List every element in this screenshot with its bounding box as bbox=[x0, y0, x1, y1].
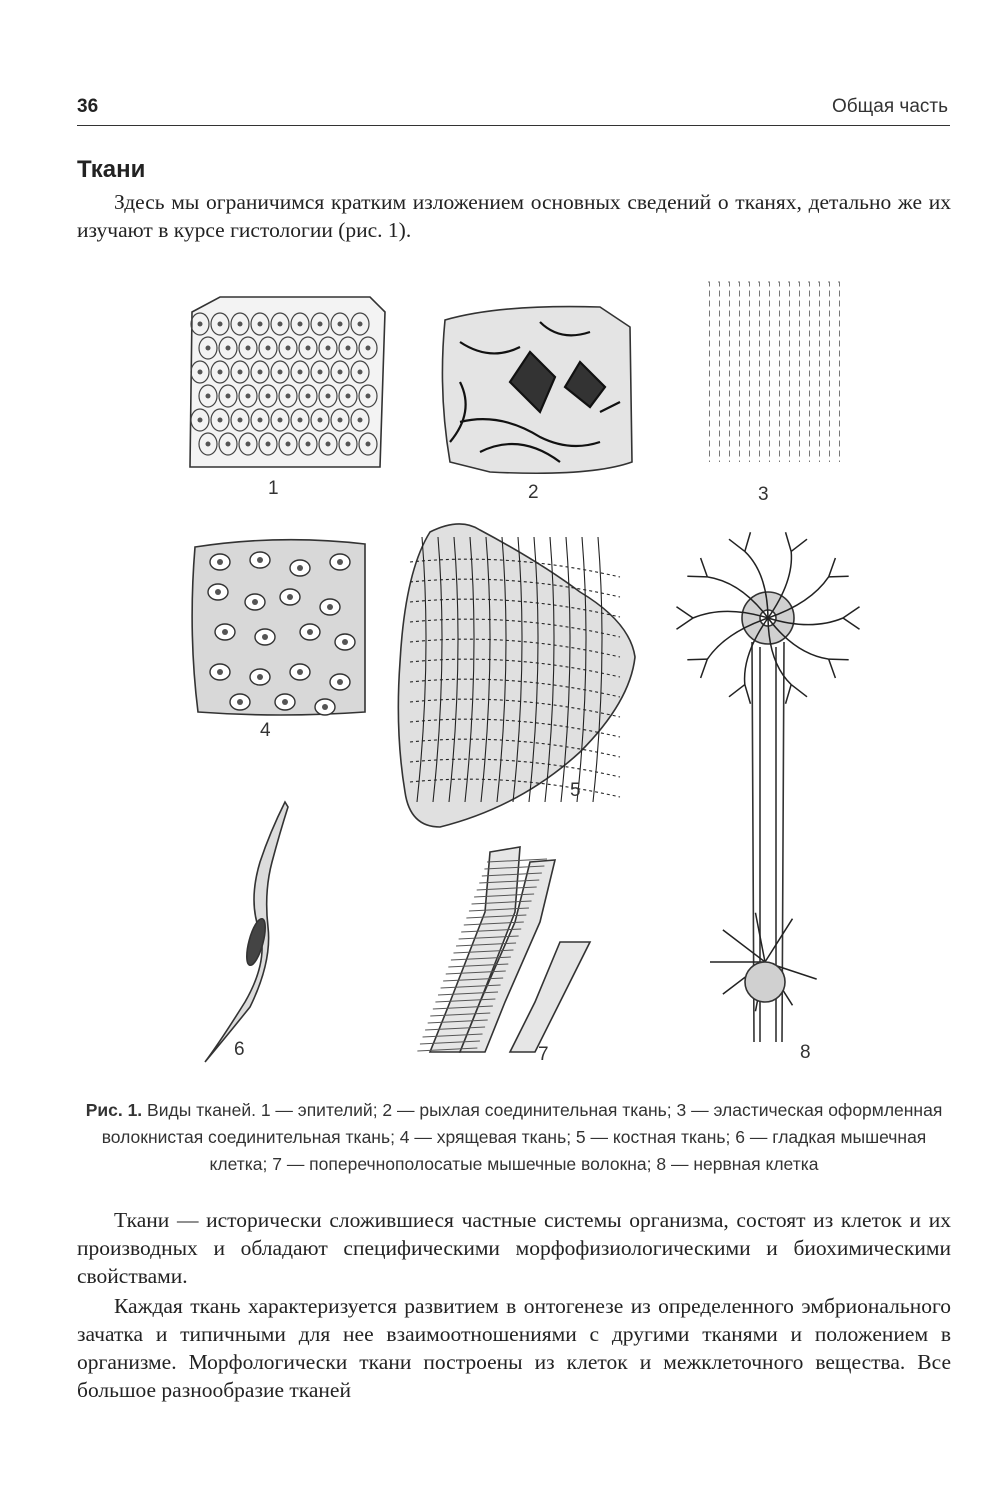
figure-caption bbox=[77, 1097, 951, 1178]
panel-number-4: 4 bbox=[260, 720, 271, 741]
bone-illustration bbox=[398, 524, 635, 827]
loose-connective-tissue-illustration bbox=[442, 307, 632, 474]
panel-number-8: 8 bbox=[800, 1042, 811, 1063]
tissue-figure bbox=[160, 262, 960, 1072]
striated-muscle-fibers-illustration bbox=[417, 847, 590, 1052]
caption-text: Виды тканей. 1 — эпителий; 2 — рыхлая соединительная ткань; 3 — эластическая оформленная волокнистая соединительная ткань; 4 — хрящевая ткань; 5 — костная ткань; 6 — гладкая мышечная клетка; 7 — поперечнополосатые мышечные волокна; 8 — нервная клетка bbox=[101, 1100, 943, 1174]
section-title: Ткани bbox=[77, 156, 146, 183]
running-title: Общая часть bbox=[832, 96, 948, 117]
caption-label: Рис. 1. bbox=[85, 1100, 143, 1120]
tissue-illustrations bbox=[160, 262, 960, 1072]
cartilage-illustration bbox=[192, 540, 365, 715]
panel-number-2: 2 bbox=[528, 482, 539, 503]
header-rule bbox=[77, 125, 950, 126]
page-number: 36 bbox=[77, 96, 99, 117]
panel-number-6: 6 bbox=[234, 1039, 245, 1060]
body-paragraph-2: Каждая ткань характеризуется развитием в онтогенезе из определенного эмбрионального зачатка и типичными для нее взаимоотношениями с другими тканями и положением в организме. Морфологически ткани построены из клеток и межклеточного вещества. Все большое разнообразие тканей bbox=[77, 1294, 951, 1402]
panel-number-3: 3 bbox=[758, 484, 769, 505]
panel-number-1: 1 bbox=[268, 478, 279, 499]
smooth-muscle-cell-illustration bbox=[205, 802, 288, 1062]
body-paragraph-1: Ткани — исторически сложившиеся частные системы организма, состоят из клеток и их производных и обладают специфическими морфофизиологическими и биохимическими свойствами. bbox=[77, 1208, 951, 1288]
elastic-fibers-illustration bbox=[708, 282, 840, 462]
epithelium-illustration bbox=[190, 297, 385, 467]
neuron-illustration bbox=[676, 532, 859, 1042]
panel-number-5: 5 bbox=[570, 780, 581, 801]
intro-paragraph: Здесь мы ограничимся кратким изложением основных сведений о тканях, детально же их изучают в курсе гистологии (рис. 1). bbox=[77, 190, 951, 242]
panel-number-7: 7 bbox=[538, 1044, 549, 1065]
